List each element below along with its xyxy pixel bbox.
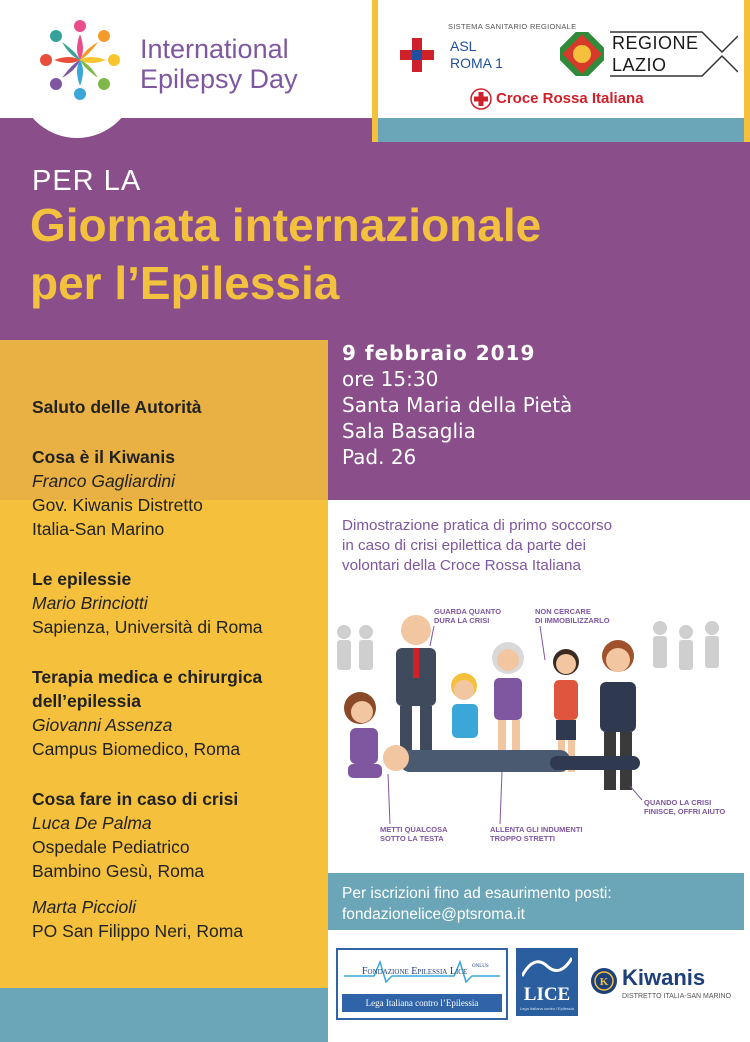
first-aid-illustration bbox=[330, 590, 750, 860]
asl-cross-icon bbox=[400, 38, 434, 72]
event-time: ore 15:30 bbox=[342, 367, 439, 391]
event-date: 9 febbraio 2019 bbox=[342, 341, 536, 365]
label-quando-2: FINISCE, OFFRI AIUTO bbox=[644, 807, 726, 816]
fondazione-lice-logo bbox=[336, 948, 508, 1020]
ied-logo-badge bbox=[18, 0, 136, 138]
ied-flower-icon bbox=[18, 0, 136, 118]
program-speaker: Mario Brinciotti bbox=[32, 593, 148, 613]
partner-bar bbox=[378, 118, 744, 142]
kiwanis-seal-icon bbox=[590, 967, 618, 995]
croce-rossa-label: Croce Rossa Italiana bbox=[496, 90, 644, 107]
headline-line1: Giornata internazionale bbox=[30, 199, 542, 251]
first-aid-scene-icon bbox=[330, 590, 750, 860]
partner-logos bbox=[378, 0, 744, 118]
ied-title bbox=[140, 34, 298, 94]
signup-email-link[interactable]: fondazionelice@ptsroma.it bbox=[342, 906, 525, 923]
lice-logo bbox=[516, 948, 578, 1016]
program-affiliation: Gov. Kiwanis Distretto bbox=[32, 495, 203, 515]
asl-line1: ASL bbox=[450, 38, 477, 54]
headline-per-la: PER LA bbox=[32, 165, 142, 197]
program-affiliation: Bambino Gesù, Roma bbox=[32, 861, 205, 881]
ssr-label: SISTEMA SANITARIO REGIONALE bbox=[448, 22, 577, 31]
program-item-title: Cosa è il Kiwanis bbox=[32, 447, 175, 467]
signup-banner bbox=[328, 873, 744, 930]
program-affiliation: Sapienza, Università di Roma bbox=[32, 617, 263, 637]
lice-wave-icon bbox=[522, 952, 572, 982]
program-speaker: Marta Piccioli bbox=[32, 897, 137, 917]
svg-text:K: K bbox=[599, 976, 609, 988]
program-item-title: Terapia medica e chirurgica bbox=[32, 667, 263, 687]
demo-line: volontari della Croce Rossa Italiana bbox=[342, 557, 581, 574]
event-pavilion: Pad. 26 bbox=[342, 445, 417, 469]
kiwanis-wordmark: Kiwanis bbox=[622, 965, 706, 990]
label-allenta-1: ALLENTA GLI INDUMENTI bbox=[490, 825, 583, 834]
program-speaker: Franco Gagliardini bbox=[32, 471, 175, 491]
event-room: Sala Basaglia bbox=[342, 419, 476, 443]
label-non-1: NON CERCARE bbox=[535, 607, 591, 616]
label-allenta-2: TROPPO STRETTI bbox=[490, 834, 556, 843]
event-info bbox=[342, 340, 572, 470]
label-guarda-1: GUARDA QUANTO bbox=[434, 607, 502, 616]
program-item-title: Cosa fare in caso di crisi bbox=[32, 789, 239, 809]
program-list bbox=[32, 395, 328, 943]
kiwanis-subtitle: DISTRETTO ITALIA-SAN MARINO bbox=[622, 993, 732, 1000]
label-guarda-2: DURA LA CRISI bbox=[434, 616, 490, 625]
bottom-left-bar bbox=[0, 988, 328, 1042]
regione-frame-lines bbox=[610, 30, 738, 78]
croce-rossa-icon bbox=[470, 88, 492, 110]
demo-line: Dimostrazione pratica di primo soccorso bbox=[342, 517, 613, 534]
headline-line2: per l’Epilessia bbox=[30, 257, 340, 309]
ied-title-line1: International bbox=[140, 34, 289, 64]
lice-subtitle: Lega Italiana contro l’Epilessia bbox=[519, 1006, 575, 1011]
headline-title bbox=[30, 196, 730, 312]
event-place: Santa Maria della Pietà bbox=[342, 393, 573, 417]
regione-lazio-emblem-icon bbox=[560, 32, 604, 76]
asl-line2: ROMA 1 bbox=[450, 55, 503, 71]
demo-line: in caso di crisi epilettica da parte dei bbox=[342, 537, 586, 554]
program-item-title: Le epilessie bbox=[32, 569, 132, 589]
demo-description bbox=[342, 516, 722, 576]
label-metti-1: METTI QUALCOSA bbox=[380, 825, 448, 834]
asl-label bbox=[450, 38, 503, 72]
fondazione-onlus: ONLUS bbox=[472, 964, 489, 969]
program-speaker: Giovanni Assenza bbox=[32, 715, 173, 735]
label-metti-2: SOTTO LA TESTA bbox=[380, 834, 444, 843]
program-affiliation: Campus Biomedico, Roma bbox=[32, 739, 241, 759]
signup-text: Per iscrizioni fino ad esaurimento posti: bbox=[342, 885, 612, 902]
program-affiliation: Italia-San Marino bbox=[32, 519, 165, 539]
label-quando-1: QUANDO LA CRISI bbox=[644, 798, 712, 807]
label-non-2: DI IMMOBILIZZARLO bbox=[535, 616, 610, 625]
program-speaker: Luca De Palma bbox=[32, 813, 152, 833]
regione-line1: REGIONE bbox=[612, 33, 699, 53]
ied-title-line2: Epilepsy Day bbox=[140, 64, 298, 94]
program-item-title: dell’epilessia bbox=[32, 691, 141, 711]
program-affiliation: Ospedale Pediatrico bbox=[32, 837, 190, 857]
lice-wordmark: LICE bbox=[523, 984, 571, 1005]
regione-line2: LAZIO bbox=[612, 55, 667, 75]
program-item-title: Saluto delle Autorità bbox=[32, 397, 202, 417]
fondazione-lega-band: Lega Italiana contro l’Epilessia bbox=[342, 994, 502, 1012]
program-affiliation: PO San Filippo Neri, Roma bbox=[32, 921, 244, 941]
fondazione-name: Fondazione Epilessia Lice bbox=[362, 966, 468, 977]
